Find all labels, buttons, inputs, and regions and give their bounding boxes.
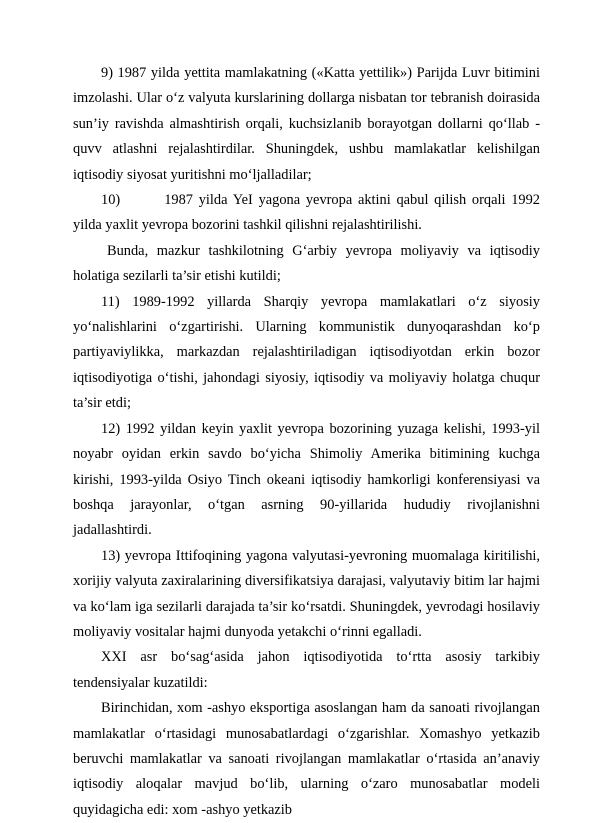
paragraph-item-12: 12) 1992 yildan keyin yaxlit yevropa bozorining yuzaga kelishi, 1993-yil noyabr oyidan erkin savdo bo‘yicha Shimoliy Amerika bitimining kuchga kirishi, 1993-yilda Osiyo Tinch okeani iqtisodiy hamkorligi konferensiyasi va boshqa jarayonlar, o‘tgan asrning 90-yillarida hududiy rivojlanishni jadallashtirdi. — [73, 420, 540, 539]
list-marker-10: 10) — [101, 192, 121, 209]
document-body — [73, 61, 540, 823]
paragraph-item-10 — [73, 188, 540, 239]
paragraph-birinchidan: Birinchidan, xom -ashyo eksportiga asoslangan ham da sanoati rivojlangan mamlakatlar o‘rtasidagi munosabatlardagi o‘zgarishlar. Xomashyo yetkazib beruvchi mamlakatlar va sanoati rivojlangan mamlakatlar o‘rtasida an’anaviy iqtisodiy aloqalar mavjud bo‘lib, ularning o‘zaro munosabatlar modeli quyidagicha edi: xom -ashyo yetkazib — [73, 700, 540, 818]
paragraph-xxi-intro: XXI asr bo‘sag‘asida jahon iqtisodiyotida to‘rtta asosiy tarkibiy tendensiyalar kuzatildi: — [73, 649, 540, 691]
paragraph-item-10-text: 1987 yilda YeI yagona yevropa aktini qabul qilish orqali 1992 yilda yaxlit yevropa bozorini tashkil qilishni rejalashtirilishi. — [73, 192, 540, 234]
paragraph-item-11: 11) 1989-1992 yillarda Sharqiy yevropa mamlakatlari o‘z siyosiy yo‘nalishlarini o‘zgartirishi. Ularning kommunistik dunyoqarashdan ko‘p partiyaviylikka, markazdan rejalashtiriladigan iqtisodiyotdan erkin bozor iqtisodiyotiga o‘tishi, jahondagi siyosiy, iqtisodiy va moliyaviy holatga chuqur ta’sir etdi; — [73, 293, 540, 412]
paragraph-item-9: 9) 1987 yilda yettita mamlakatning («Katta yettilik») Parijda Luvr bitimini imzolashi. Ular o‘z valyuta kurslarining dollarga nisbatan tor tebranish doirasida sun’iy ravishda almashtirish orqali, kuchsizlanib borayotgan dollarni qo‘llab -quvv atlashni rejalashtirdilar. Shuningdek, ushbu mamlakatlar kelishilgan iqtisodiy siyosat yuritishni mo‘ljalladilar; — [73, 65, 540, 183]
paragraph-item-13: 13) yevropa Ittifoqining yagona valyutasi-yevroning muomalaga kiritilishi, xorijiy valyuta zaxiralarining diversifikatsiya darajasi, valyutaviy bitim lar hajmi va ko‘lam iga sezilarli darajada ta’sir ko‘rsatdi. Shuningdek, yevrodagi hosilaviy moliyaviy vositalar hajmi dunyoda yetakchi o‘rinni egalladi. — [73, 547, 540, 640]
paragraph-item-10-note: Bunda, mazkur tashkilotning G‘arbiy yevropa moliyaviy va iqtisodiy holatiga sezilarli ta’sir etishi kutildi; — [73, 242, 540, 285]
